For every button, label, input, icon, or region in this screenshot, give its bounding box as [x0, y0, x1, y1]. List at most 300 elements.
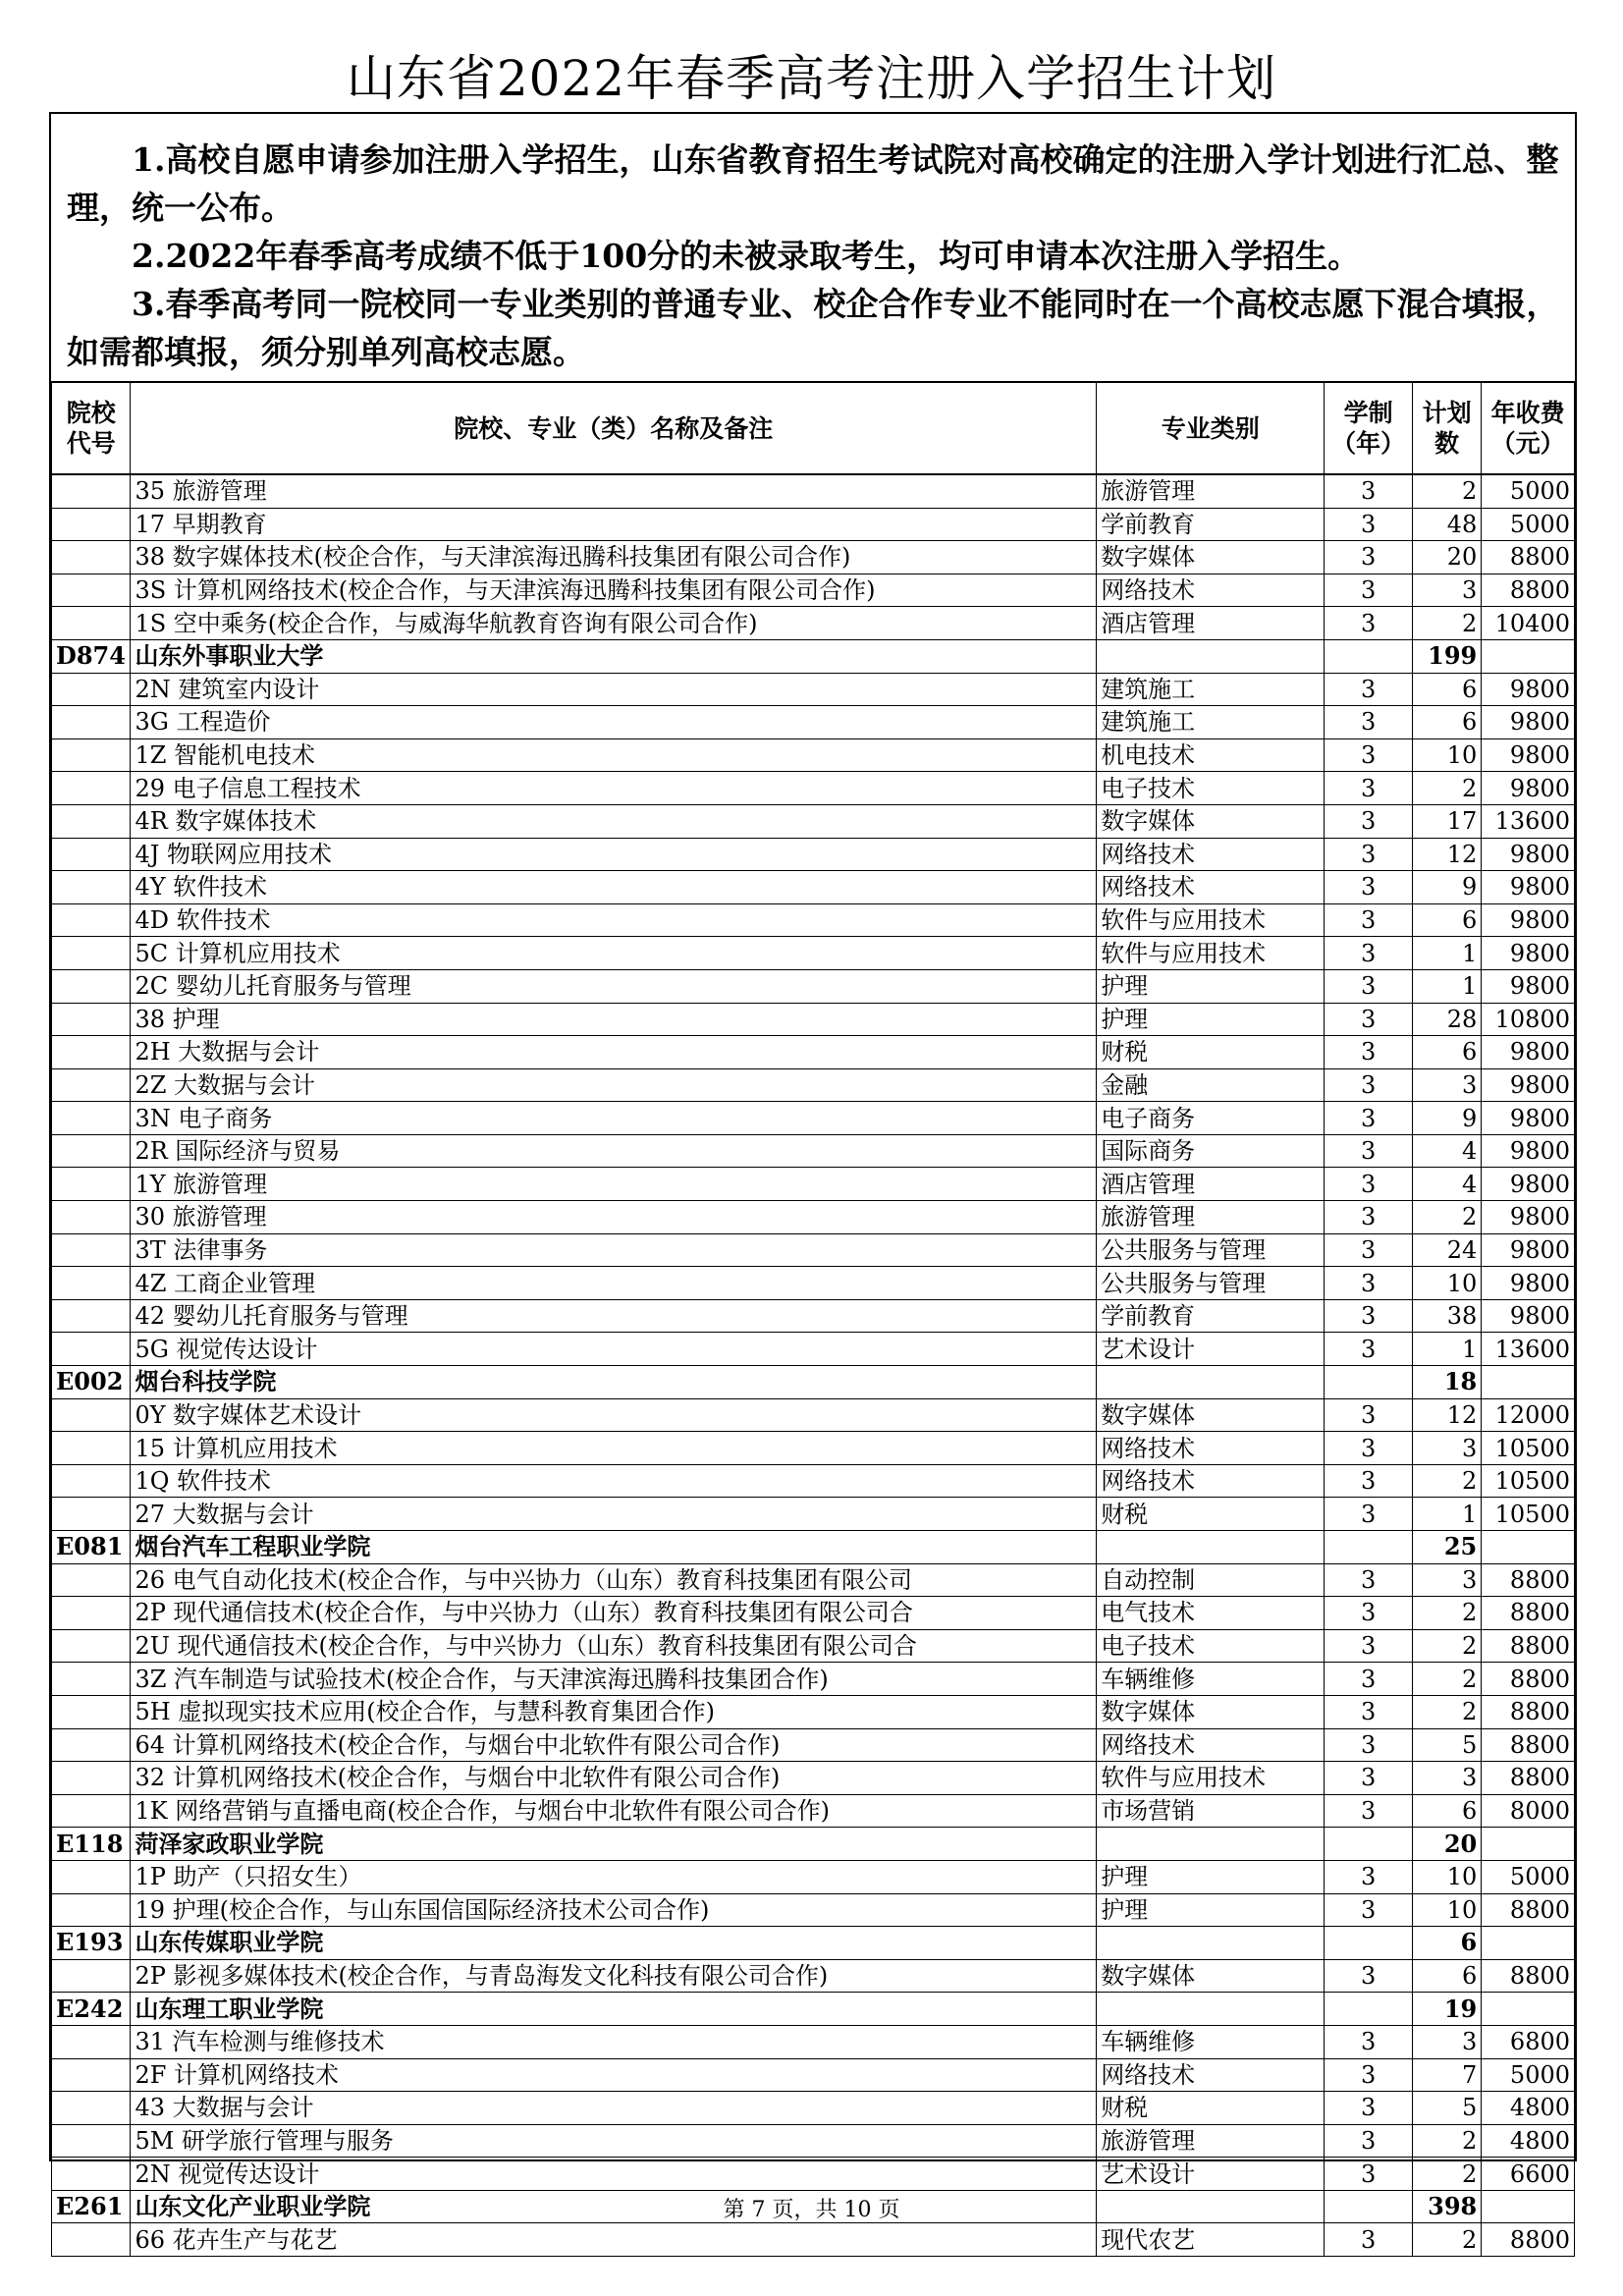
- cell-fee: 8000: [1482, 1794, 1575, 1828]
- cell-category: 数字媒体: [1097, 1398, 1325, 1432]
- cell-category: 数字媒体: [1097, 804, 1325, 838]
- cell-plan: 3: [1412, 1432, 1481, 1465]
- cell-school-code: [52, 1299, 131, 1333]
- cell-fee: [1482, 1828, 1575, 1861]
- notice-block: [51, 114, 1575, 381]
- major-row: [52, 1299, 1575, 1333]
- cell-school-code: [52, 1432, 131, 1465]
- cell-plan: 2: [1412, 1663, 1481, 1696]
- cell-school-code: [52, 1168, 131, 1201]
- cell-years: 3: [1325, 1794, 1413, 1828]
- cell-category: 学前教育: [1097, 508, 1325, 541]
- major-row: [52, 1563, 1575, 1597]
- cell-school-code: [52, 574, 131, 607]
- cell-name: 1Y 旅游管理: [131, 1168, 1097, 1201]
- cell-category: 酒店管理: [1097, 607, 1325, 640]
- cell-fee: 9800: [1482, 1168, 1575, 1201]
- cell-name: 15 计算机应用技术: [131, 1432, 1097, 1465]
- cell-category: 艺术设计: [1097, 2158, 1325, 2191]
- cell-name: 4Z 工商企业管理: [131, 1267, 1097, 1300]
- cell-years: 3: [1325, 2158, 1413, 2191]
- cell-name: 17 早期教育: [131, 508, 1097, 541]
- cell-category: 建筑施工: [1097, 673, 1325, 706]
- cell-school-code: E002: [52, 1366, 131, 1399]
- cell-years: 3: [1325, 1333, 1413, 1366]
- header-school-code: 院校 代号: [52, 382, 131, 474]
- cell-years: 3: [1325, 673, 1413, 706]
- cell-category: [1097, 639, 1325, 673]
- cell-fee: 9800: [1482, 673, 1575, 706]
- cell-category: 护理: [1097, 1893, 1325, 1927]
- major-row: [52, 1233, 1575, 1267]
- cell-category: 电气技术: [1097, 1597, 1325, 1630]
- cell-name: 2R 国际经济与贸易: [131, 1134, 1097, 1168]
- cell-fee: [1482, 1531, 1575, 1564]
- cell-name: 38 数字媒体技术(校企合作，与天津滨海迅腾科技集团有限公司合作): [131, 541, 1097, 574]
- cell-school-code: [52, 903, 131, 937]
- cell-name: 29 电子信息工程技术: [131, 772, 1097, 805]
- cell-name: 19 护理(校企合作，与山东国信国际经济技术公司合作): [131, 1893, 1097, 1927]
- cell-years: 3: [1325, 1168, 1413, 1201]
- cell-category: 网络技术: [1097, 2058, 1325, 2092]
- cell-school-code: [52, 607, 131, 640]
- cell-category: 数字媒体: [1097, 541, 1325, 574]
- cell-name: 2P 现代通信技术(校企合作，与中兴协力（山东）教育科技集团有限公司合: [131, 1597, 1097, 1630]
- cell-school-code: [52, 804, 131, 838]
- cell-years: 3: [1325, 1464, 1413, 1498]
- cell-years: 3: [1325, 772, 1413, 805]
- cell-plan: 10: [1412, 1267, 1481, 1300]
- cell-years: 3: [1325, 1728, 1413, 1762]
- school-row: [52, 1366, 1575, 1399]
- cell-plan: 4: [1412, 1168, 1481, 1201]
- cell-category: 软件与应用技术: [1097, 903, 1325, 937]
- cell-school-code: [52, 871, 131, 904]
- major-row: [52, 607, 1575, 640]
- cell-plan: 4: [1412, 1134, 1481, 1168]
- cell-name: 26 电气自动化技术(校企合作，与中兴协力（山东）教育科技集团有限公司: [131, 1563, 1097, 1597]
- cell-school-code: [52, 969, 131, 1003]
- major-row: [52, 1102, 1575, 1135]
- major-row: [52, 2058, 1575, 2092]
- cell-plan: 38: [1412, 1299, 1481, 1333]
- cell-years: 3: [1325, 1629, 1413, 1663]
- cell-school-code: [52, 673, 131, 706]
- cell-school-code: [52, 1893, 131, 1927]
- cell-school-code: [52, 1860, 131, 1893]
- cell-plan: 2: [1412, 1629, 1481, 1663]
- major-row: [52, 1267, 1575, 1300]
- cell-school-code: [52, 1333, 131, 1366]
- cell-name: 2P 影视多媒体技术(校企合作，与青岛海发文化科技有限公司合作): [131, 1959, 1097, 1993]
- cell-fee: [1482, 1366, 1575, 1399]
- cell-name: 山东传媒职业学院: [131, 1927, 1097, 1960]
- header-fee: 年收费 （元）: [1482, 382, 1575, 474]
- cell-school-code: [52, 1068, 131, 1102]
- cell-fee: 9800: [1482, 1299, 1575, 1333]
- cell-years: 3: [1325, 1695, 1413, 1728]
- cell-years: 3: [1325, 1068, 1413, 1102]
- cell-name: 2N 视觉传达设计: [131, 2158, 1097, 2191]
- cell-category: 网络技术: [1097, 1464, 1325, 1498]
- cell-fee: 9800: [1482, 969, 1575, 1003]
- major-row: [52, 1201, 1575, 1234]
- cell-plan: 24: [1412, 1233, 1481, 1267]
- major-row: [52, 1629, 1575, 1663]
- cell-name: 3T 法律事务: [131, 1233, 1097, 1267]
- cell-school-code: [52, 1398, 131, 1432]
- cell-fee: 9800: [1482, 738, 1575, 772]
- cell-school-code: [52, 1629, 131, 1663]
- cell-years: 3: [1325, 2025, 1413, 2058]
- cell-name: 3Z 汽车制造与试验技术(校企合作，与天津滨海迅腾科技集团合作): [131, 1663, 1097, 1696]
- cell-name: 2U 现代通信技术(校企合作，与中兴协力（山东）教育科技集团有限公司合: [131, 1629, 1097, 1663]
- cell-category: 公共服务与管理: [1097, 1233, 1325, 1267]
- cell-years: 3: [1325, 508, 1413, 541]
- cell-fee: 10500: [1482, 1432, 1575, 1465]
- cell-years: 3: [1325, 474, 1413, 508]
- cell-plan: 6: [1412, 903, 1481, 937]
- cell-years: [1325, 639, 1413, 673]
- major-row: [52, 673, 1575, 706]
- cell-fee: 6600: [1482, 2158, 1575, 2191]
- cell-fee: 8800: [1482, 1762, 1575, 1795]
- cell-years: 3: [1325, 1860, 1413, 1893]
- cell-years: 3: [1325, 838, 1413, 871]
- major-row: [52, 574, 1575, 607]
- cell-category: 网络技术: [1097, 871, 1325, 904]
- cell-fee: 9800: [1482, 1068, 1575, 1102]
- cell-category: 旅游管理: [1097, 2124, 1325, 2158]
- header-years: 学制 （年）: [1325, 382, 1413, 474]
- cell-name: 1S 空中乘务(校企合作，与威海华航教育咨询有限公司合作): [131, 607, 1097, 640]
- cell-years: [1325, 1828, 1413, 1861]
- cell-school-code: E261: [52, 2190, 131, 2223]
- cell-name: 4J 物联网应用技术: [131, 838, 1097, 871]
- header-category: 专业类别: [1097, 382, 1325, 474]
- cell-years: 3: [1325, 1597, 1413, 1630]
- cell-years: 3: [1325, 1036, 1413, 1069]
- major-row: [52, 1762, 1575, 1795]
- cell-school-code: [52, 1201, 131, 1234]
- cell-school-code: [52, 1267, 131, 1300]
- cell-name: 5G 视觉传达设计: [131, 1333, 1097, 1366]
- cell-name: 山东外事职业大学: [131, 639, 1097, 673]
- cell-plan: 20: [1412, 541, 1481, 574]
- cell-school-code: [52, 1728, 131, 1762]
- cell-years: [1325, 1531, 1413, 1564]
- cell-category: 国际商务: [1097, 1134, 1325, 1168]
- cell-years: 3: [1325, 1663, 1413, 1696]
- cell-category: 学前教育: [1097, 1299, 1325, 1333]
- cell-plan: 199: [1412, 639, 1481, 673]
- notice-item-2: 2.2022年春季高考成绩不低于100分的未被录取考生，均可申请本次注册入学招生。: [132, 237, 1361, 275]
- cell-name: 35 旅游管理: [131, 474, 1097, 508]
- cell-plan: 6: [1412, 1927, 1481, 1960]
- cell-fee: 8800: [1482, 1663, 1575, 1696]
- cell-fee: [1482, 1927, 1575, 1960]
- cell-years: 3: [1325, 2223, 1413, 2257]
- cell-plan: 2: [1412, 772, 1481, 805]
- cell-name: 1Z 智能机电技术: [131, 738, 1097, 772]
- cell-fee: 5000: [1482, 508, 1575, 541]
- cell-category: 自动控制: [1097, 1563, 1325, 1597]
- cell-plan: 5: [1412, 2092, 1481, 2125]
- cell-name: 2Z 大数据与会计: [131, 1068, 1097, 1102]
- cell-plan: 7: [1412, 2058, 1481, 2092]
- cell-name: 2N 建筑室内设计: [131, 673, 1097, 706]
- cell-category: 电子技术: [1097, 772, 1325, 805]
- cell-plan: 2: [1412, 1695, 1481, 1728]
- cell-years: 3: [1325, 1134, 1413, 1168]
- cell-fee: 8800: [1482, 2223, 1575, 2257]
- major-row: [52, 903, 1575, 937]
- major-row: [52, 1860, 1575, 1893]
- cell-fee: 13600: [1482, 804, 1575, 838]
- major-row: [52, 871, 1575, 904]
- cell-category: 建筑施工: [1097, 706, 1325, 739]
- cell-years: 3: [1325, 1201, 1413, 1234]
- cell-name: 5M 研学旅行管理与服务: [131, 2124, 1097, 2158]
- cell-category: 护理: [1097, 1003, 1325, 1036]
- major-row: [52, 772, 1575, 805]
- cell-fee: 9800: [1482, 838, 1575, 871]
- cell-plan: 20: [1412, 1828, 1481, 1861]
- cell-category: 网络技术: [1097, 574, 1325, 607]
- cell-fee: 9800: [1482, 706, 1575, 739]
- cell-school-code: [52, 508, 131, 541]
- cell-name: 4R 数字媒体技术: [131, 804, 1097, 838]
- cell-plan: 2: [1412, 607, 1481, 640]
- cell-years: 3: [1325, 1498, 1413, 1531]
- major-row: [52, 541, 1575, 574]
- cell-fee: [1482, 639, 1575, 673]
- cell-years: 3: [1325, 1893, 1413, 1927]
- cell-years: 3: [1325, 574, 1413, 607]
- major-row: [52, 1663, 1575, 1696]
- cell-plan: 6: [1412, 706, 1481, 739]
- school-row: [52, 1993, 1575, 2026]
- enrollment-plan-table: [51, 381, 1575, 2257]
- cell-category: 艺术设计: [1097, 1333, 1325, 1366]
- cell-fee: 8800: [1482, 1629, 1575, 1663]
- cell-plan: 6: [1412, 1794, 1481, 1828]
- cell-plan: 1: [1412, 1498, 1481, 1531]
- cell-plan: 6: [1412, 1959, 1481, 1993]
- cell-school-code: [52, 1959, 131, 1993]
- cell-category: 财税: [1097, 1498, 1325, 1531]
- cell-category: [1097, 1366, 1325, 1399]
- major-row: [52, 1794, 1575, 1828]
- cell-years: 3: [1325, 804, 1413, 838]
- cell-name: 0Y 数字媒体艺术设计: [131, 1398, 1097, 1432]
- school-row: [52, 1531, 1575, 1564]
- major-row: [52, 508, 1575, 541]
- major-row: [52, 1959, 1575, 1993]
- cell-category: 公共服务与管理: [1097, 1267, 1325, 1300]
- cell-school-code: [52, 1597, 131, 1630]
- cell-category: 车辆维修: [1097, 2025, 1325, 2058]
- cell-name: 4D 软件技术: [131, 903, 1097, 937]
- cell-school-code: [52, 1663, 131, 1696]
- cell-category: 网络技术: [1097, 1432, 1325, 1465]
- cell-name: 5C 计算机应用技术: [131, 937, 1097, 970]
- cell-plan: 25: [1412, 1531, 1481, 1564]
- cell-category: [1097, 1531, 1325, 1564]
- cell-plan: 2: [1412, 2124, 1481, 2158]
- cell-fee: 9800: [1482, 1267, 1575, 1300]
- cell-school-code: [52, 1233, 131, 1267]
- cell-years: 3: [1325, 706, 1413, 739]
- major-row: [52, 969, 1575, 1003]
- cell-fee: 9800: [1482, 903, 1575, 937]
- cell-plan: 1: [1412, 1333, 1481, 1366]
- cell-category: 财税: [1097, 2092, 1325, 2125]
- cell-years: 3: [1325, 2058, 1413, 2092]
- cell-plan: 5: [1412, 1728, 1481, 1762]
- cell-fee: 13600: [1482, 1333, 1575, 1366]
- cell-name: 2H 大数据与会计: [131, 1036, 1097, 1069]
- cell-category: 电子商务: [1097, 1102, 1325, 1135]
- cell-plan: 48: [1412, 508, 1481, 541]
- cell-fee: [1482, 1993, 1575, 2026]
- notice-item-1: 1.高校自愿申请参加注册入学招生，山东省教育招生考试院对高校确定的注册入学计划进行汇总、整理，统一公布。: [67, 140, 1559, 227]
- cell-years: 3: [1325, 1563, 1413, 1597]
- cell-plan: 398: [1412, 2190, 1481, 2223]
- page-title: 山东省2022年春季高考注册入学招生计划: [346, 50, 1277, 107]
- cell-school-code: [52, 1464, 131, 1498]
- cell-name: 42 婴幼儿托育服务与管理: [131, 1299, 1097, 1333]
- cell-school-code: E118: [52, 1828, 131, 1861]
- major-row: [52, 937, 1575, 970]
- cell-plan: 3: [1412, 1068, 1481, 1102]
- cell-fee: 8800: [1482, 1893, 1575, 1927]
- cell-category: 酒店管理: [1097, 1168, 1325, 1201]
- cell-school-code: [52, 474, 131, 508]
- cell-category: 旅游管理: [1097, 1201, 1325, 1234]
- cell-school-code: [52, 1695, 131, 1728]
- cell-school-code: [52, 2092, 131, 2125]
- cell-fee: 10800: [1482, 1003, 1575, 1036]
- cell-fee: 9800: [1482, 1201, 1575, 1234]
- cell-school-code: [52, 838, 131, 871]
- cell-school-code: [52, 2223, 131, 2257]
- cell-plan: 12: [1412, 838, 1481, 871]
- cell-plan: 3: [1412, 574, 1481, 607]
- cell-school-code: [52, 738, 131, 772]
- major-row: [52, 706, 1575, 739]
- major-row: [52, 838, 1575, 871]
- cell-years: 3: [1325, 969, 1413, 1003]
- cell-name: 3G 工程造价: [131, 706, 1097, 739]
- cell-years: 3: [1325, 1233, 1413, 1267]
- cell-category: 财税: [1097, 1036, 1325, 1069]
- cell-school-code: E242: [52, 1993, 131, 2026]
- cell-category: 软件与应用技术: [1097, 1762, 1325, 1795]
- cell-fee: 10400: [1482, 607, 1575, 640]
- cell-name: 3N 电子商务: [131, 1102, 1097, 1135]
- major-row: [52, 738, 1575, 772]
- cell-plan: 9: [1412, 1102, 1481, 1135]
- cell-fee: 6800: [1482, 2025, 1575, 2058]
- cell-fee: 4800: [1482, 2092, 1575, 2125]
- cell-years: 3: [1325, 1762, 1413, 1795]
- cell-name: 43 大数据与会计: [131, 2092, 1097, 2125]
- cell-fee: 9800: [1482, 1102, 1575, 1135]
- cell-years: 3: [1325, 903, 1413, 937]
- cell-years: 3: [1325, 1102, 1413, 1135]
- major-row: [52, 474, 1575, 508]
- cell-category: 数字媒体: [1097, 1959, 1325, 1993]
- cell-fee: 12000: [1482, 1398, 1575, 1432]
- header-name: 院校、专业（类）名称及备注: [131, 382, 1097, 474]
- cell-years: [1325, 1366, 1413, 1399]
- cell-name: 1K 网络营销与直播电商(校企合作，与烟台中北软件有限公司合作): [131, 1794, 1097, 1828]
- major-row: [52, 2124, 1575, 2158]
- cell-years: 3: [1325, 738, 1413, 772]
- school-row: [52, 1828, 1575, 1861]
- major-row: [52, 1398, 1575, 1432]
- cell-name: 1P 助产（只招女生）: [131, 1860, 1097, 1893]
- cell-school-code: [52, 937, 131, 970]
- cell-name: 66 花卉生产与花艺: [131, 2223, 1097, 2257]
- cell-plan: 19: [1412, 1993, 1481, 2026]
- cell-plan: 1: [1412, 969, 1481, 1003]
- cell-school-code: [52, 541, 131, 574]
- cell-fee: 8800: [1482, 541, 1575, 574]
- cell-plan: 18: [1412, 1366, 1481, 1399]
- cell-school-code: [52, 1036, 131, 1069]
- cell-fee: 10500: [1482, 1464, 1575, 1498]
- cell-category: 金融: [1097, 1068, 1325, 1102]
- cell-plan: 10: [1412, 1893, 1481, 1927]
- cell-years: 3: [1325, 2092, 1413, 2125]
- cell-name: 32 计算机网络技术(校企合作，与烟台中北软件有限公司合作): [131, 1762, 1097, 1795]
- cell-plan: 2: [1412, 2158, 1481, 2191]
- school-row: [52, 639, 1575, 673]
- cell-plan: 3: [1412, 1563, 1481, 1597]
- cell-category: 机电技术: [1097, 738, 1325, 772]
- cell-name: 3S 计算机网络技术(校企合作，与天津滨海迅腾科技集团有限公司合作): [131, 574, 1097, 607]
- major-row: [52, 1036, 1575, 1069]
- major-row: [52, 1168, 1575, 1201]
- cell-category: [1097, 1993, 1325, 2026]
- major-row: [52, 1498, 1575, 1531]
- cell-school-code: D874: [52, 639, 131, 673]
- cell-school-code: [52, 2124, 131, 2158]
- cell-school-code: [52, 1563, 131, 1597]
- cell-category: 现代农艺: [1097, 2223, 1325, 2257]
- major-row: [52, 2025, 1575, 2058]
- cell-category: 网络技术: [1097, 1728, 1325, 1762]
- cell-years: [1325, 1927, 1413, 1960]
- cell-plan: 10: [1412, 738, 1481, 772]
- cell-years: 3: [1325, 1398, 1413, 1432]
- cell-school-code: [52, 2158, 131, 2191]
- cell-years: 3: [1325, 1003, 1413, 1036]
- cell-fee: 8800: [1482, 1728, 1575, 1762]
- cell-category: 护理: [1097, 1860, 1325, 1893]
- cell-name: 2C 婴幼儿托育服务与管理: [131, 969, 1097, 1003]
- cell-name: 38 护理: [131, 1003, 1097, 1036]
- cell-plan: 1: [1412, 937, 1481, 970]
- major-row: [52, 2158, 1575, 2191]
- cell-years: 3: [1325, 1432, 1413, 1465]
- major-row: [52, 1003, 1575, 1036]
- major-row: [52, 1728, 1575, 1762]
- cell-category: 数字媒体: [1097, 1695, 1325, 1728]
- cell-fee: 9800: [1482, 1233, 1575, 1267]
